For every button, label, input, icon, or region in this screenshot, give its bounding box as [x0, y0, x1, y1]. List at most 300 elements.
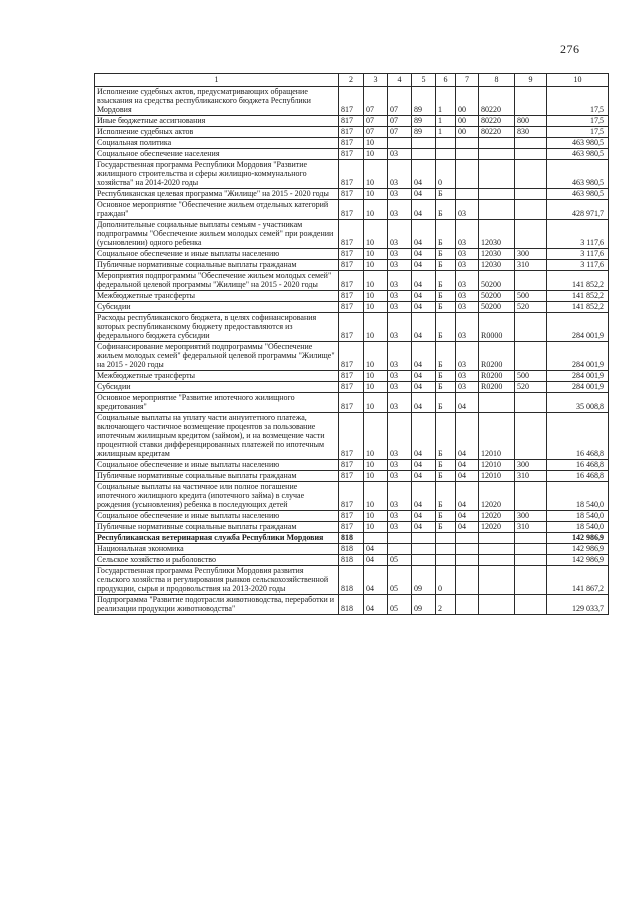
admin-code-cell: 817 [339, 393, 364, 413]
event-cell [456, 555, 479, 566]
expense-type-cell [515, 533, 547, 544]
row-name-cell: Государственная программа Республики Мордовия развития сельского хозяйства и регулирования рынков сельскохозяйственной продукции, сырья и продовольствия на 2013-2020 годы [95, 566, 339, 595]
subsection-cell: 03 [388, 393, 412, 413]
program-cell [412, 544, 436, 555]
column-header: 10 [547, 74, 609, 87]
expense-type-cell [515, 544, 547, 555]
expense-type-cell [515, 555, 547, 566]
admin-code-cell: 817 [339, 138, 364, 149]
subprogram-cell: Б [436, 302, 456, 313]
subsection-cell: 03 [388, 291, 412, 302]
section-cell: 04 [364, 555, 388, 566]
table-row [95, 342, 609, 371]
admin-code-cell: 817 [339, 249, 364, 260]
expense-type-cell [515, 149, 547, 160]
subprogram-cell [436, 544, 456, 555]
program-cell: 04 [412, 482, 436, 511]
row-name-cell: Основное мероприятие "Развитие ипотечного жилищного кредитования" [95, 393, 339, 413]
event-cell: 04 [456, 471, 479, 482]
admin-code-cell: 817 [339, 127, 364, 138]
row-name-cell: Иные бюджетные ассигнования [95, 116, 339, 127]
subprogram-cell: Б [436, 371, 456, 382]
row-name-cell: Социальное обеспечение населения [95, 149, 339, 160]
program-cell: 89 [412, 127, 436, 138]
table-row [95, 149, 609, 160]
section-cell: 04 [364, 544, 388, 555]
expense-type-cell [515, 271, 547, 291]
subsection-cell: 03 [388, 149, 412, 160]
table-row [95, 382, 609, 393]
subprogram-cell [436, 533, 456, 544]
admin-code-cell: 817 [339, 302, 364, 313]
direction-cell [479, 200, 515, 220]
subsection-cell: 03 [388, 260, 412, 271]
subsection-cell: 03 [388, 511, 412, 522]
direction-cell [479, 533, 515, 544]
admin-code-cell: 818 [339, 555, 364, 566]
program-cell: 89 [412, 116, 436, 127]
section-cell: 10 [364, 271, 388, 291]
expense-type-cell [515, 566, 547, 595]
table-row [95, 127, 609, 138]
amount-cell: 284 001,9 [547, 313, 609, 342]
row-name-cell: Социальное обеспечение и иные выплаты населению [95, 249, 339, 260]
admin-code-cell: 817 [339, 382, 364, 393]
subsection-cell: 03 [388, 482, 412, 511]
expense-type-cell [515, 160, 547, 189]
amount-cell: 3 117,6 [547, 220, 609, 249]
event-cell: 04 [456, 522, 479, 533]
subprogram-cell [436, 138, 456, 149]
column-header: 3 [364, 74, 388, 87]
amount-cell: 3 117,6 [547, 260, 609, 271]
row-name-cell: Мероприятия подпрограммы "Обеспечение жильем молодых семей" федеральной целевой программы "Жилище" на 2015 - 2020 годы [95, 271, 339, 291]
expense-type-cell [515, 87, 547, 116]
section-cell: 10 [364, 260, 388, 271]
subsection-cell: 03 [388, 160, 412, 189]
section-cell: 07 [364, 127, 388, 138]
subprogram-cell [436, 149, 456, 160]
row-name-cell: Государственная программа Республики Мордовия "Развитие жилищного строительства и сферы жилищно-коммунального хозяйства" на 2014-2020 годы [95, 160, 339, 189]
program-cell: 04 [412, 220, 436, 249]
table-row [95, 544, 609, 555]
program-cell: 04 [412, 511, 436, 522]
event-cell: 03 [456, 200, 479, 220]
direction-cell: 80220 [479, 116, 515, 127]
admin-code-cell: 817 [339, 413, 364, 460]
section-cell [364, 533, 388, 544]
program-cell: 09 [412, 566, 436, 595]
section-cell: 07 [364, 87, 388, 116]
table-row [95, 482, 609, 511]
expense-type-cell: 310 [515, 260, 547, 271]
program-cell: 09 [412, 595, 436, 615]
event-cell: 00 [456, 116, 479, 127]
amount-cell: 17,5 [547, 116, 609, 127]
subprogram-cell: Б [436, 393, 456, 413]
admin-code-cell: 818 [339, 533, 364, 544]
section-cell: 10 [364, 200, 388, 220]
admin-code-cell: 818 [339, 595, 364, 615]
program-cell: 04 [412, 382, 436, 393]
amount-cell: 141 867,2 [547, 566, 609, 595]
row-name-cell: Публичные нормативные социальные выплаты гражданам [95, 260, 339, 271]
subprogram-cell: Б [436, 511, 456, 522]
section-cell: 10 [364, 511, 388, 522]
row-name-cell: Исполнение судебных актов [95, 127, 339, 138]
table-row [95, 271, 609, 291]
subprogram-cell: 1 [436, 116, 456, 127]
direction-cell [479, 595, 515, 615]
event-cell: 00 [456, 127, 479, 138]
direction-cell: 50200 [479, 291, 515, 302]
table-row [95, 116, 609, 127]
admin-code-cell: 817 [339, 200, 364, 220]
program-cell: 04 [412, 160, 436, 189]
subsection-cell: 03 [388, 200, 412, 220]
direction-cell: R0200 [479, 371, 515, 382]
section-cell: 10 [364, 149, 388, 160]
event-cell: 04 [456, 413, 479, 460]
event-cell: 03 [456, 220, 479, 249]
subsection-cell: 07 [388, 127, 412, 138]
table-row [95, 249, 609, 260]
event-cell: 03 [456, 371, 479, 382]
table-row [95, 291, 609, 302]
event-cell [456, 566, 479, 595]
row-name-cell: Социальное обеспечение и иные выплаты населению [95, 460, 339, 471]
table-row [95, 160, 609, 189]
subprogram-cell: Б [436, 382, 456, 393]
admin-code-cell: 817 [339, 271, 364, 291]
event-cell: 03 [456, 382, 479, 393]
expense-type-cell: 500 [515, 291, 547, 302]
table-row [95, 595, 609, 615]
subprogram-cell: Б [436, 342, 456, 371]
table-row [95, 302, 609, 313]
table-row [95, 555, 609, 566]
section-cell: 10 [364, 393, 388, 413]
row-name-cell: Подпрограмма "Развитие подотрасли животноводства, переработки и реализации продукции животноводства" [95, 595, 339, 615]
subprogram-cell: Б [436, 291, 456, 302]
subsection-cell: 03 [388, 382, 412, 393]
direction-cell: 80220 [479, 87, 515, 116]
event-cell: 03 [456, 302, 479, 313]
event-cell [456, 149, 479, 160]
section-cell: 10 [364, 482, 388, 511]
admin-code-cell: 817 [339, 313, 364, 342]
program-cell: 04 [412, 371, 436, 382]
section-cell: 10 [364, 382, 388, 393]
section-cell: 10 [364, 220, 388, 249]
subprogram-cell [436, 555, 456, 566]
event-cell [456, 160, 479, 189]
direction-cell: R0000 [479, 313, 515, 342]
subsection-cell: 03 [388, 189, 412, 200]
direction-cell [479, 149, 515, 160]
admin-code-cell: 817 [339, 149, 364, 160]
subsection-cell: 03 [388, 271, 412, 291]
subsection-cell: 03 [388, 302, 412, 313]
program-cell: 04 [412, 189, 436, 200]
subsection-cell [388, 533, 412, 544]
event-cell [456, 189, 479, 200]
table-body [95, 87, 609, 615]
direction-cell: 12020 [479, 511, 515, 522]
column-header: 4 [388, 74, 412, 87]
expense-type-cell [515, 220, 547, 249]
subsection-cell: 07 [388, 87, 412, 116]
expense-type-cell: 310 [515, 522, 547, 533]
section-cell: 10 [364, 471, 388, 482]
subprogram-cell: Б [436, 482, 456, 511]
amount-cell: 463 980,5 [547, 149, 609, 160]
admin-code-cell: 817 [339, 371, 364, 382]
section-cell: 10 [364, 138, 388, 149]
direction-cell: 50200 [479, 302, 515, 313]
admin-code-cell: 817 [339, 291, 364, 302]
direction-cell [479, 544, 515, 555]
subsection-cell: 03 [388, 342, 412, 371]
section-cell: 04 [364, 566, 388, 595]
row-name-cell: Социальные выплаты на частичное или полное погашение ипотечного жилищного кредита (ипотечного займа) в случае рождения (усыновления) ребенка в последующих детей [95, 482, 339, 511]
direction-cell: R0200 [479, 342, 515, 371]
row-name-cell: Республиканская целевая программа "Жилище" на 2015 - 2020 годы [95, 189, 339, 200]
row-name-cell: Основное мероприятие "Обеспечение жильем отдельных категорий граждан" [95, 200, 339, 220]
event-cell [456, 595, 479, 615]
column-header: 7 [456, 74, 479, 87]
program-cell [412, 555, 436, 566]
table-row [95, 313, 609, 342]
direction-cell [479, 555, 515, 566]
amount-cell: 16 468,8 [547, 471, 609, 482]
table-row [95, 87, 609, 116]
program-cell: 04 [412, 249, 436, 260]
section-cell: 10 [364, 291, 388, 302]
section-cell: 04 [364, 595, 388, 615]
subsection-cell [388, 138, 412, 149]
expense-type-cell [515, 189, 547, 200]
subsection-cell: 03 [388, 313, 412, 342]
direction-cell: 12010 [479, 471, 515, 482]
expense-type-cell [515, 482, 547, 511]
subsection-cell: 03 [388, 371, 412, 382]
section-cell: 10 [364, 249, 388, 260]
row-name-cell: Публичные нормативные социальные выплаты гражданам [95, 522, 339, 533]
row-name-cell: Дополнительные социальные выплаты семьям - участникам подпрограммы "Обеспечение жильем молодых семей" при рождении (усыновлении) одного ребенка [95, 220, 339, 249]
amount-cell: 463 980,5 [547, 138, 609, 149]
program-cell: 04 [412, 522, 436, 533]
subprogram-cell: Б [436, 200, 456, 220]
expense-type-cell [515, 138, 547, 149]
admin-code-cell: 818 [339, 544, 364, 555]
direction-cell: 12010 [479, 413, 515, 460]
program-cell: 04 [412, 291, 436, 302]
column-header: 1 [95, 74, 339, 87]
event-cell: 03 [456, 313, 479, 342]
expense-type-cell [515, 313, 547, 342]
expense-type-cell [515, 200, 547, 220]
direction-cell: R0200 [479, 382, 515, 393]
program-cell: 04 [412, 342, 436, 371]
program-cell: 04 [412, 393, 436, 413]
amount-cell: 142 986,9 [547, 533, 609, 544]
subsection-cell: 05 [388, 566, 412, 595]
section-cell: 10 [364, 189, 388, 200]
amount-cell: 284 001,9 [547, 342, 609, 371]
direction-cell: 12030 [479, 249, 515, 260]
table-row [95, 471, 609, 482]
section-cell: 10 [364, 302, 388, 313]
program-cell: 04 [412, 260, 436, 271]
subsection-cell: 03 [388, 471, 412, 482]
event-cell: 03 [456, 271, 479, 291]
event-cell: 03 [456, 249, 479, 260]
expense-type-cell [515, 413, 547, 460]
subprogram-cell: Б [436, 313, 456, 342]
row-name-cell: Расходы республиканского бюджета, в целях софинансирования которых республиканскому бюджету предоставляются из федерального бюджета субсидии [95, 313, 339, 342]
table-row [95, 533, 609, 544]
row-name-cell: Субсидии [95, 302, 339, 313]
subprogram-cell: Б [436, 220, 456, 249]
section-cell: 10 [364, 313, 388, 342]
budget-table [94, 73, 609, 615]
row-name-cell: Социальное обеспечение и иные выплаты населению [95, 511, 339, 522]
program-cell: 04 [412, 200, 436, 220]
amount-cell: 463 980,5 [547, 160, 609, 189]
subprogram-cell: Б [436, 260, 456, 271]
table-row [95, 566, 609, 595]
section-cell: 07 [364, 116, 388, 127]
row-name-cell: Национальная экономика [95, 544, 339, 555]
section-cell: 10 [364, 460, 388, 471]
row-name-cell: Публичные нормативные социальные выплаты гражданам [95, 471, 339, 482]
column-header: 8 [479, 74, 515, 87]
amount-cell: 17,5 [547, 87, 609, 116]
expense-type-cell: 500 [515, 371, 547, 382]
table-row [95, 220, 609, 249]
program-cell: 04 [412, 302, 436, 313]
expense-type-cell: 300 [515, 511, 547, 522]
amount-cell: 141 852,2 [547, 291, 609, 302]
subsection-cell: 03 [388, 413, 412, 460]
event-cell: 04 [456, 460, 479, 471]
admin-code-cell: 817 [339, 87, 364, 116]
expense-type-cell: 300 [515, 460, 547, 471]
event-cell: 04 [456, 482, 479, 511]
subprogram-cell: Б [436, 189, 456, 200]
subsection-cell: 03 [388, 460, 412, 471]
program-cell: 04 [412, 413, 436, 460]
section-cell: 10 [364, 371, 388, 382]
amount-cell: 129 033,7 [547, 595, 609, 615]
table-row [95, 371, 609, 382]
amount-cell: 18 540,0 [547, 522, 609, 533]
subprogram-cell: Б [436, 522, 456, 533]
section-cell: 10 [364, 522, 388, 533]
section-cell: 10 [364, 342, 388, 371]
section-cell: 10 [364, 413, 388, 460]
amount-cell: 428 971,7 [547, 200, 609, 220]
row-name-cell: Межбюджетные трансферты [95, 371, 339, 382]
subsection-cell: 03 [388, 220, 412, 249]
amount-cell: 141 852,2 [547, 302, 609, 313]
direction-cell: 12030 [479, 220, 515, 249]
expense-type-cell [515, 595, 547, 615]
table-row [95, 413, 609, 460]
expense-type-cell: 310 [515, 471, 547, 482]
column-header: 6 [436, 74, 456, 87]
expense-type-cell: 830 [515, 127, 547, 138]
amount-cell: 17,5 [547, 127, 609, 138]
amount-cell: 284 001,9 [547, 382, 609, 393]
admin-code-cell: 817 [339, 116, 364, 127]
admin-code-cell: 817 [339, 471, 364, 482]
row-name-cell: Социальная политика [95, 138, 339, 149]
subprogram-cell: 1 [436, 87, 456, 116]
expense-type-cell [515, 393, 547, 413]
event-cell [456, 544, 479, 555]
direction-cell [479, 189, 515, 200]
table-row [95, 138, 609, 149]
admin-code-cell: 817 [339, 482, 364, 511]
admin-code-cell: 817 [339, 260, 364, 271]
subsection-cell: 03 [388, 522, 412, 533]
program-cell: 04 [412, 471, 436, 482]
expense-type-cell: 520 [515, 382, 547, 393]
row-name-cell: Сельское хозяйство и рыболовство [95, 555, 339, 566]
subprogram-cell: 2 [436, 595, 456, 615]
event-cell: 00 [456, 87, 479, 116]
event-cell: 04 [456, 511, 479, 522]
program-cell: 04 [412, 460, 436, 471]
direction-cell: 12030 [479, 260, 515, 271]
admin-code-cell: 817 [339, 160, 364, 189]
event-cell: 03 [456, 342, 479, 371]
subprogram-cell: 0 [436, 566, 456, 595]
table-row [95, 260, 609, 271]
table-row [95, 200, 609, 220]
column-header: 9 [515, 74, 547, 87]
direction-cell: 12020 [479, 482, 515, 511]
row-name-cell: Межбюджетные трансферты [95, 291, 339, 302]
amount-cell: 463 980,5 [547, 189, 609, 200]
table-row [95, 511, 609, 522]
subsection-cell [388, 544, 412, 555]
expense-type-cell [515, 342, 547, 371]
admin-code-cell: 817 [339, 189, 364, 200]
admin-code-cell: 817 [339, 522, 364, 533]
amount-cell: 18 540,0 [547, 482, 609, 511]
row-name-cell: Республиканская ветеринарная служба Республики Мордовия [95, 533, 339, 544]
amount-cell: 16 468,8 [547, 413, 609, 460]
direction-cell [479, 138, 515, 149]
direction-cell [479, 393, 515, 413]
subprogram-cell: Б [436, 249, 456, 260]
subprogram-cell: Б [436, 471, 456, 482]
subsection-cell: 05 [388, 595, 412, 615]
expense-type-cell: 520 [515, 302, 547, 313]
admin-code-cell: 818 [339, 566, 364, 595]
program-cell [412, 149, 436, 160]
program-cell: 89 [412, 87, 436, 116]
expense-type-cell: 300 [515, 249, 547, 260]
subprogram-cell: Б [436, 413, 456, 460]
page-number: 276 [560, 42, 580, 56]
amount-cell: 284 001,9 [547, 371, 609, 382]
subsection-cell: 03 [388, 249, 412, 260]
subprogram-cell: Б [436, 271, 456, 291]
